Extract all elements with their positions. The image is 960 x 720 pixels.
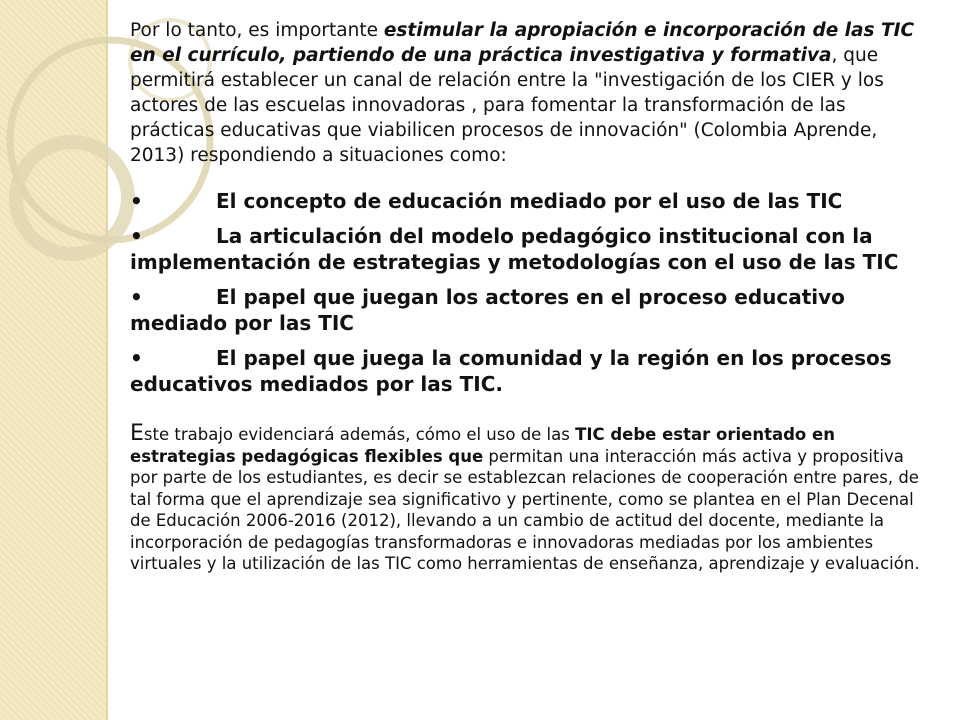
decorative-side-panel	[0, 0, 106, 720]
side-panel-divider	[106, 0, 108, 720]
bullet-text: La articulación del modelo pedagógico institucional con la implementación de estrategias y metodologías con el uso de las TIC	[130, 224, 899, 274]
intro-text-end: , que permitirá establecer un canal de relación entre la "investigación de los CIER y los actores de las escuelas innovadoras , para fomentar la transformación de las prácticas educativas que viabilicen procesos de innovación" (Colombia Aprende, 2013) respondiendo a situaciones como:	[130, 45, 884, 166]
intro-paragraph	[130, 18, 930, 168]
intro-emphasis: estimular la apropiación e incorporación de las TIC en el currículo, partiendo de una práctica investigativa y formativa	[130, 20, 915, 66]
bullet-item	[130, 223, 930, 275]
closing-text-end: permitan una interacción más activa y propositiva por parte de los estudiantes, es decir se establezcan relaciones de cooperación entre pares, de tal forma que el aprendizaje sea significativo y pertinente, como se plantea en el Plan Decenal de Educación 2006-2016 (2012), llevando a un cambio de actitud del docente, mediante la incorporación de pedagogías transformadoras e innovadoras mediadas por los ambientes virtuales y la utilización de las TIC como herramientas de enseñanza, aprendizaje y evaluación.	[130, 446, 920, 573]
bullet-item	[130, 188, 930, 214]
bullet-text: El concepto de educación mediado por el uso de las TIC	[216, 189, 843, 213]
closing-emphasis: TIC debe estar orientado en estrategias pedagógicas flexibles que	[130, 425, 835, 466]
bullet-list	[130, 188, 930, 397]
bullet-mark: •	[130, 346, 143, 370]
bullet-text: El papel que juegan los actores en el proceso educativo mediado por las TIC	[130, 285, 845, 335]
bullet-item	[130, 284, 930, 336]
bullet-item	[130, 345, 930, 397]
bullet-text: El papel que juega la comunidad y la región en los procesos educativos mediados por las TIC.	[130, 346, 892, 396]
bullet-mark: •	[130, 224, 143, 248]
bullet-mark: •	[130, 189, 143, 213]
closing-initial: E	[130, 421, 144, 446]
closing-text-start: ste trabajo evidenciará además, cómo el uso de las	[143, 425, 576, 444]
intro-text-start: Por lo tanto, es importante	[130, 20, 384, 41]
slide-content	[130, 18, 930, 575]
closing-paragraph	[130, 423, 930, 575]
bullet-mark: •	[130, 285, 143, 309]
